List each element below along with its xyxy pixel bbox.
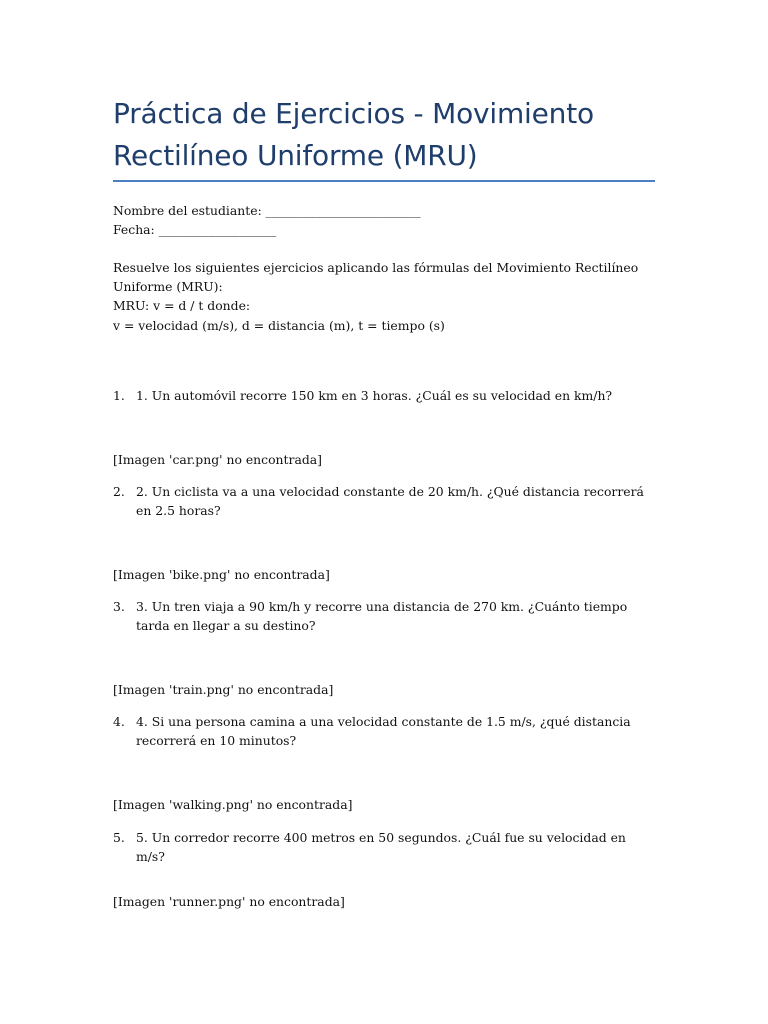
title-underline [113, 180, 655, 182]
variables-line: v = velocidad (m/s), d = distancia (m), t = tiempo (s) [113, 318, 445, 333]
intro-line-1: Resuelve los siguientes ejercicios aplicando las fórmulas del Movimiento Rectilíneo [113, 260, 639, 275]
exercise-1-image-note: [Imagen 'car.png' no encontrada] [113, 452, 322, 467]
exercise-1-number: 1. [113, 388, 125, 403]
exercise-3-number: 3. [113, 599, 125, 614]
exercise-3-image-note: [Imagen 'train.png' no encontrada] [113, 682, 334, 697]
document-title: Práctica de Ejercicios - Movimiento Rectilíneo Uniforme (MRU) [113, 97, 594, 172]
exercise-5-image-note: [Imagen 'runner.png' no encontrada] [113, 894, 345, 909]
exercise-2-number: 2. [113, 484, 125, 499]
exercise-3-text: 3. Un tren viaja a 90 km/h y recorre una distancia de 270 km. ¿Cuánto tiempo tarda en llegar a su destino? [136, 599, 628, 633]
exercise-4-image-note: [Imagen 'walking.png' no encontrada] [113, 797, 353, 812]
exercise-2-text: 2. Un ciclista va a una velocidad constante de 20 km/h. ¿Qué distancia recorrerá en 2.5 horas? [136, 484, 644, 518]
exercise-4-text: 4. Si una persona camina a una velocidad constante de 1.5 m/s, ¿qué distancia recorrerá en 10 minutos? [136, 714, 631, 748]
exercise-1-text: 1. Un automóvil recorre 150 km en 3 horas. ¿Cuál es su velocidad en km/h? [136, 388, 613, 403]
formula-line: MRU: v = d / t donde: [113, 298, 251, 313]
date-line: Fecha: ___________________ [113, 222, 277, 237]
exercise-4-number: 4. [113, 714, 125, 729]
exercise-2-image-note: [Imagen 'bike.png' no encontrada] [113, 567, 330, 582]
intro-line-2: Uniforme (MRU): [113, 279, 223, 294]
exercise-5-text: 5. Un corredor recorre 400 metros en 50 segundos. ¿Cuál fue su velocidad en m/s? [136, 830, 626, 864]
student-name-line: Nombre del estudiante: _________________________ [113, 203, 421, 218]
exercise-5-number: 5. [113, 830, 125, 845]
